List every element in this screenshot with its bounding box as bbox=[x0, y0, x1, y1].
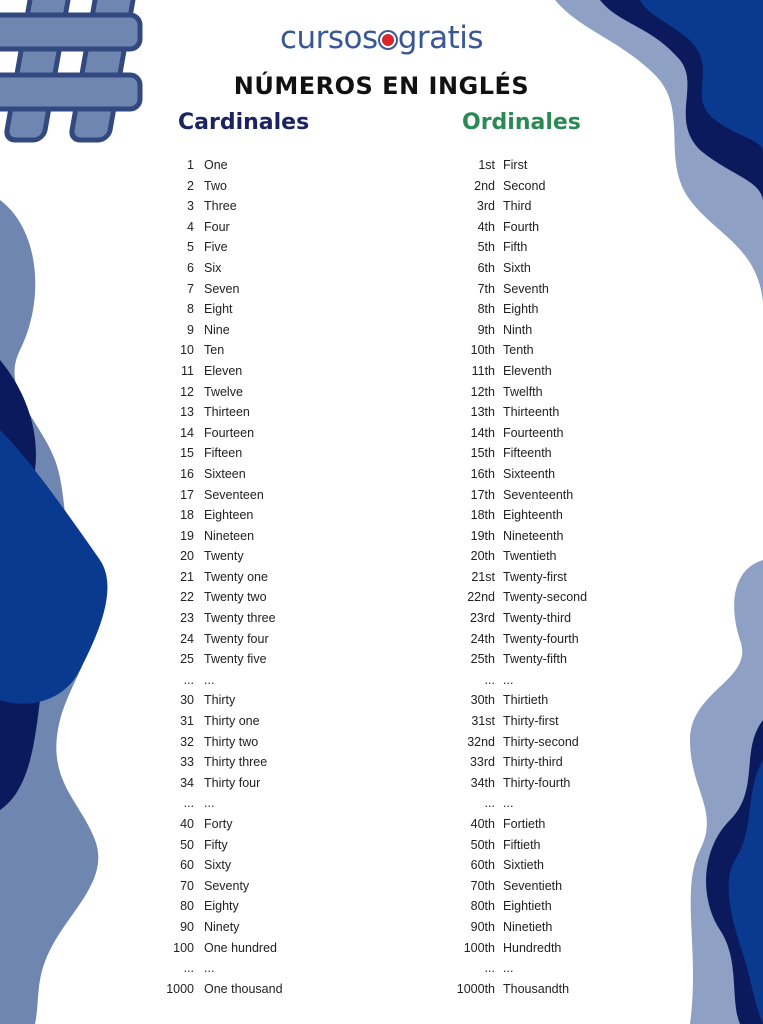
ordinal-row-word: Thirty-second bbox=[503, 734, 579, 749]
cardinal-row bbox=[160, 237, 360, 258]
cardinal-row-word: Thirty bbox=[204, 693, 236, 708]
cardinal-row-word: Twenty three bbox=[204, 611, 276, 626]
cardinal-row bbox=[160, 485, 360, 506]
ordinal-row bbox=[455, 217, 665, 238]
ordinal-row bbox=[455, 711, 665, 732]
ordinal-row-number: 16th bbox=[470, 466, 495, 481]
cardinal-row bbox=[160, 176, 360, 197]
ordinal-row-word: Nineteenth bbox=[503, 528, 564, 543]
ordinal-row bbox=[455, 279, 665, 300]
cardinal-row bbox=[160, 546, 360, 567]
ordinal-row bbox=[455, 958, 665, 979]
ordinal-row bbox=[455, 402, 665, 423]
ordinal-row-number: 24th bbox=[470, 631, 495, 646]
cardinal-row-word: One bbox=[204, 158, 228, 172]
ordinal-row bbox=[455, 876, 665, 897]
ordinal-row-number: ... bbox=[484, 672, 495, 687]
cardinal-row bbox=[160, 670, 360, 691]
cardinal-row-word: Eight bbox=[204, 302, 233, 317]
cardinal-row bbox=[160, 464, 360, 485]
cardinal-row-word: Thirty four bbox=[204, 775, 261, 790]
ordinal-row-word: ... bbox=[503, 796, 514, 811]
cardinal-row bbox=[160, 979, 360, 1000]
ordinal-row-number: 20th bbox=[470, 549, 495, 564]
cardinal-row-number: 20 bbox=[180, 549, 194, 564]
cardinal-row bbox=[160, 629, 360, 650]
cardinal-row bbox=[160, 279, 360, 300]
ordinal-row bbox=[455, 690, 665, 711]
cardinal-row-number: 18 bbox=[180, 508, 194, 523]
ordinal-row-number: 9th bbox=[477, 322, 495, 337]
cardinal-row-number: 10 bbox=[180, 343, 194, 358]
ordinal-row-word: Twentieth bbox=[503, 549, 557, 564]
ordinal-row-number: 23rd bbox=[469, 611, 495, 626]
ordinal-row-number: 90th bbox=[470, 919, 495, 934]
cardinal-row-word: Eighty bbox=[204, 899, 239, 914]
ordinal-row-word: Eleventh bbox=[503, 363, 552, 378]
ordinal-row-word: Sixth bbox=[503, 260, 531, 275]
cardinal-row-number: 70 bbox=[180, 878, 194, 893]
cardinal-row bbox=[160, 732, 360, 753]
ordinal-row-number: 15th bbox=[470, 446, 495, 461]
ordinal-row bbox=[455, 752, 665, 773]
ordinal-row-number: 25th bbox=[470, 652, 495, 667]
ordinales-list bbox=[455, 155, 665, 999]
cardinal-row-word: ... bbox=[204, 672, 215, 687]
ordinal-row bbox=[455, 938, 665, 959]
cardinal-row bbox=[160, 938, 360, 959]
cardinal-row-number: 16 bbox=[180, 466, 194, 481]
cardinal-row-number: 5 bbox=[187, 240, 194, 255]
ordinal-row-word: Fifth bbox=[503, 240, 528, 255]
ordinal-row-number: 14th bbox=[470, 425, 495, 440]
ordinal-row-number: 34th bbox=[470, 775, 495, 790]
ordinal-row-number: 3rd bbox=[476, 199, 495, 214]
ordinal-row bbox=[455, 196, 665, 217]
ordinal-row bbox=[455, 361, 665, 382]
cardinal-row-number: ... bbox=[183, 961, 194, 976]
cardinal-row bbox=[160, 402, 360, 423]
ordinal-row-word: Eighth bbox=[503, 302, 539, 317]
cardinales-list bbox=[160, 155, 360, 999]
cardinal-row-word: Forty bbox=[204, 817, 233, 831]
ordinal-row-number: 33rd bbox=[469, 755, 495, 770]
cardinal-row-number: 1000 bbox=[166, 981, 194, 996]
cardinal-row bbox=[160, 217, 360, 238]
cardinal-row-word: Fifteen bbox=[204, 446, 243, 461]
ordinal-row-number: 11th bbox=[471, 363, 495, 378]
cardinal-row-number: 33 bbox=[180, 755, 194, 770]
ordinal-row-word: Fortieth bbox=[503, 817, 546, 831]
cardinal-row bbox=[160, 608, 360, 629]
cardinal-row bbox=[160, 690, 360, 711]
cardinal-row-number: 40 bbox=[180, 817, 194, 831]
ordinal-row-word: Fifteenth bbox=[503, 446, 552, 461]
logo-text-left: cursos bbox=[279, 20, 378, 56]
cardinal-row-word: Six bbox=[204, 260, 222, 275]
cardinal-row bbox=[160, 258, 360, 279]
cardinal-row bbox=[160, 876, 360, 897]
cardinal-row-word: ... bbox=[204, 961, 215, 976]
cardinal-row-number: 9 bbox=[187, 322, 194, 337]
ordinal-row-word: Hundredth bbox=[503, 940, 562, 955]
ordinal-row-word: Ninth bbox=[503, 322, 533, 337]
ordinal-row bbox=[455, 732, 665, 753]
ordinal-row-number: 19th bbox=[470, 528, 495, 543]
ordinal-row-word: Sixteenth bbox=[503, 466, 556, 481]
cardinal-row-word: Eleven bbox=[204, 363, 243, 378]
cardinal-row-number: 22 bbox=[180, 590, 194, 605]
cardinal-row bbox=[160, 155, 360, 176]
cardinal-row-word: Thirteen bbox=[204, 405, 250, 420]
ordinal-row-word: Eightieth bbox=[503, 899, 552, 914]
cardinal-row bbox=[160, 587, 360, 608]
cardinal-row-word: Ninety bbox=[204, 919, 240, 934]
cardinal-row-number: 34 bbox=[180, 775, 194, 790]
ordinal-row bbox=[455, 587, 665, 608]
cardinal-row-number: 3 bbox=[187, 199, 194, 214]
ordinal-row-word: Twenty-second bbox=[503, 590, 588, 605]
ordinal-row-number: 100th bbox=[463, 940, 495, 955]
cardinal-row bbox=[160, 896, 360, 917]
cardinal-row-number: 25 bbox=[180, 652, 194, 667]
cardinal-row-number: 90 bbox=[180, 919, 194, 934]
cardinal-row-word: Four bbox=[204, 219, 230, 234]
cardinal-row bbox=[160, 793, 360, 814]
ordinal-row-number: 5th bbox=[477, 240, 495, 255]
cardinal-row-number: 8 bbox=[187, 302, 194, 317]
ordinal-row bbox=[455, 793, 665, 814]
ordinal-row bbox=[455, 649, 665, 670]
ordinal-row-word: Seventh bbox=[503, 281, 549, 296]
ordinal-row bbox=[455, 546, 665, 567]
ordinal-row-number: 7th bbox=[477, 281, 495, 296]
ordinal-row-word: Seventeenth bbox=[503, 487, 574, 502]
ordinal-row bbox=[455, 670, 665, 691]
ordinal-row bbox=[455, 340, 665, 361]
cardinal-row-word: Eighteen bbox=[204, 508, 254, 523]
ordinal-row bbox=[455, 176, 665, 197]
ordinal-row-number: 8th bbox=[477, 302, 495, 317]
cardinal-row-number: 32 bbox=[180, 734, 194, 749]
ordinal-row-number: 2nd bbox=[474, 178, 495, 193]
ordinal-row bbox=[455, 608, 665, 629]
cardinal-row-number: 31 bbox=[180, 714, 194, 729]
cardinal-row-word: Twelve bbox=[204, 384, 243, 399]
cardinal-row-number: ... bbox=[183, 796, 194, 811]
cardinal-row-word: Fourteen bbox=[204, 425, 255, 440]
cardinal-row bbox=[160, 505, 360, 526]
ordinal-row-number: 70th bbox=[470, 878, 495, 893]
logo-text-right: gratis bbox=[397, 20, 484, 56]
ordinal-row-number: 13th bbox=[470, 405, 495, 420]
ordinal-row-number: 40th bbox=[470, 817, 495, 831]
ordinal-row-number: 80th bbox=[470, 899, 495, 914]
ordinal-row bbox=[455, 979, 665, 1000]
ordinal-row bbox=[455, 299, 665, 320]
ordinal-row-word: Thirteenth bbox=[503, 405, 560, 420]
cardinal-row-word: Seventy bbox=[204, 878, 250, 893]
ordinal-row bbox=[455, 155, 665, 176]
ordinal-row bbox=[455, 505, 665, 526]
cardinal-row-number: 50 bbox=[180, 837, 194, 852]
ordinal-row-number: 30th bbox=[470, 693, 495, 708]
ordinal-row-word: ... bbox=[503, 961, 514, 976]
cardinal-row-word: Nineteen bbox=[204, 528, 255, 543]
ordinal-row-word: Thousandth bbox=[503, 981, 570, 996]
cardinal-row bbox=[160, 340, 360, 361]
ordinal-row bbox=[455, 382, 665, 403]
ordinal-row-number: ... bbox=[484, 796, 495, 811]
cardinal-row-word: Seven bbox=[204, 281, 240, 296]
cardinal-row-word: Thirty two bbox=[204, 734, 259, 749]
cardinal-row-number: 100 bbox=[173, 940, 194, 955]
cardinal-row-word: Twenty two bbox=[204, 590, 267, 605]
cardinal-row bbox=[160, 196, 360, 217]
ordinal-row-word: ... bbox=[503, 672, 514, 687]
ordinal-row-number: 6th bbox=[477, 260, 495, 275]
ordinal-row-number: 1000th bbox=[456, 981, 495, 996]
cardinal-row-number: 14 bbox=[180, 425, 194, 440]
cardinal-row bbox=[160, 958, 360, 979]
ordinal-row bbox=[455, 526, 665, 547]
ordinal-row-number: 1st bbox=[478, 158, 495, 172]
cardinal-row-number: 24 bbox=[180, 631, 194, 646]
ordinal-row-number: 10th bbox=[470, 343, 495, 358]
cardinal-row bbox=[160, 752, 360, 773]
cardinal-row-word: Twenty five bbox=[204, 652, 267, 667]
ordinal-row-number: 31st bbox=[471, 714, 495, 729]
ordinal-row-word: Eighteenth bbox=[503, 508, 563, 523]
cardinal-row-number: 21 bbox=[180, 569, 194, 584]
cardinal-row bbox=[160, 423, 360, 444]
cardinal-row-word: Seventeen bbox=[204, 487, 264, 502]
cardinal-row-number: 15 bbox=[180, 446, 194, 461]
cardinal-row-word: Twenty one bbox=[204, 569, 268, 584]
cardinal-row-number: 60 bbox=[180, 858, 194, 873]
cardinal-row bbox=[160, 320, 360, 341]
ordinal-row bbox=[455, 258, 665, 279]
ordinal-row-number: 18th bbox=[470, 508, 495, 523]
cardinal-row bbox=[160, 443, 360, 464]
cardinal-row-number: 1 bbox=[187, 158, 194, 172]
cardinal-row-number: 6 bbox=[187, 260, 194, 275]
logo-dot-icon bbox=[380, 32, 396, 48]
ordinal-row-word: Seventieth bbox=[503, 878, 563, 893]
cardinal-row-word: Thirty three bbox=[204, 755, 268, 770]
ordinal-row-word: Thirtieth bbox=[503, 693, 549, 708]
cardinal-row bbox=[160, 526, 360, 547]
ordinal-row-word: Thirty-first bbox=[503, 714, 559, 729]
cardinal-row bbox=[160, 814, 360, 835]
cardinal-row-word: Twenty four bbox=[204, 631, 269, 646]
ordinal-row bbox=[455, 855, 665, 876]
cardinal-row-word: ... bbox=[204, 796, 215, 811]
ordinal-row-word: Fiftieth bbox=[503, 837, 541, 852]
cardinal-row-word: Nine bbox=[204, 322, 230, 337]
ordinal-row-word: Twenty-third bbox=[503, 611, 572, 626]
ordinal-row-word: Twenty-fifth bbox=[503, 652, 567, 667]
cardinales-heading: Cardinales bbox=[178, 110, 310, 135]
cardinal-row-word: Thirty one bbox=[204, 714, 260, 729]
cardinal-row bbox=[160, 299, 360, 320]
ordinal-row-word: Sixtieth bbox=[503, 858, 544, 873]
ordinal-row bbox=[455, 485, 665, 506]
cardinal-row bbox=[160, 567, 360, 588]
ordinal-row-word: Thirty-fourth bbox=[503, 775, 571, 790]
ordinal-row bbox=[455, 814, 665, 835]
cardinal-row-number: 17 bbox=[180, 487, 194, 502]
cardinal-row-word: One thousand bbox=[204, 981, 283, 996]
ordinal-row bbox=[455, 773, 665, 794]
cardinal-row bbox=[160, 649, 360, 670]
logo bbox=[0, 20, 763, 60]
cardinal-row bbox=[160, 835, 360, 856]
ordinal-row-word: Twenty-fourth bbox=[503, 631, 579, 646]
cardinal-row bbox=[160, 382, 360, 403]
ordinal-row bbox=[455, 464, 665, 485]
ordinal-row bbox=[455, 917, 665, 938]
ordinal-row bbox=[455, 835, 665, 856]
ordinal-row-number: ... bbox=[484, 961, 495, 976]
cardinal-row bbox=[160, 773, 360, 794]
cardinal-row-number: 12 bbox=[180, 384, 194, 399]
cardinal-row-word: Five bbox=[204, 240, 228, 255]
ordinal-row-number: 4th bbox=[477, 219, 495, 234]
ordinal-row-number: 17th bbox=[470, 487, 495, 502]
ordinal-row-word: First bbox=[503, 158, 528, 172]
ordinales-heading: Ordinales bbox=[462, 110, 581, 135]
ordinal-row-word: Fourteenth bbox=[503, 425, 564, 440]
ordinal-row-word: Twenty-first bbox=[503, 569, 567, 584]
ordinal-row-number: 50th bbox=[470, 837, 495, 852]
ordinal-row bbox=[455, 423, 665, 444]
ordinal-row-number: 22nd bbox=[467, 590, 495, 605]
cardinal-row bbox=[160, 361, 360, 382]
cardinal-row-word: Ten bbox=[204, 343, 225, 358]
cardinal-row-number: 30 bbox=[180, 693, 194, 708]
cardinal-row-word: Three bbox=[204, 199, 237, 214]
ordinal-row-word: Thirty-third bbox=[503, 755, 563, 770]
cardinal-row bbox=[160, 711, 360, 732]
ordinal-row bbox=[455, 443, 665, 464]
cardinal-row-number: 23 bbox=[180, 611, 194, 626]
cardinal-row-number: 19 bbox=[180, 528, 194, 543]
ordinal-row-number: 32nd bbox=[467, 734, 495, 749]
ordinal-row-word: Tenth bbox=[503, 343, 534, 358]
cardinal-row-number: 7 bbox=[187, 281, 194, 296]
cardinal-row-word: Sixteen bbox=[204, 466, 246, 481]
ordinal-row bbox=[455, 896, 665, 917]
cardinal-row-number: 4 bbox=[187, 219, 194, 234]
cardinal-row-word: Sixty bbox=[204, 858, 232, 873]
ordinal-row bbox=[455, 629, 665, 650]
cardinal-row-number: 11 bbox=[181, 363, 194, 378]
page-title: NÚMEROS EN INGLÉS bbox=[233, 72, 530, 100]
ordinal-row-number: 12th bbox=[470, 384, 495, 399]
cardinal-row-number: 80 bbox=[180, 899, 194, 914]
ordinal-row-word: Third bbox=[503, 199, 532, 214]
ordinal-row bbox=[455, 567, 665, 588]
ordinal-row-number: 21st bbox=[471, 569, 495, 584]
cardinal-row bbox=[160, 855, 360, 876]
ordinal-row-number: 60th bbox=[470, 858, 495, 873]
ordinal-row-word: Fourth bbox=[503, 219, 540, 234]
cardinal-row-word: Twenty bbox=[204, 549, 244, 564]
ordinal-row bbox=[455, 320, 665, 341]
ordinal-row-word: Ninetieth bbox=[503, 919, 553, 934]
cardinal-row-word: One hundred bbox=[204, 940, 277, 955]
cardinal-row-word: Fifty bbox=[204, 837, 228, 852]
cardinal-row-number: 13 bbox=[180, 405, 194, 420]
ordinal-row-word: Second bbox=[503, 178, 546, 193]
cardinal-row-number: ... bbox=[183, 672, 194, 687]
ordinal-row-word: Twelfth bbox=[503, 384, 543, 399]
cardinal-row-word: Two bbox=[204, 178, 227, 193]
cardinal-row-number: 2 bbox=[187, 178, 194, 193]
ordinal-row bbox=[455, 237, 665, 258]
cardinal-row bbox=[160, 917, 360, 938]
